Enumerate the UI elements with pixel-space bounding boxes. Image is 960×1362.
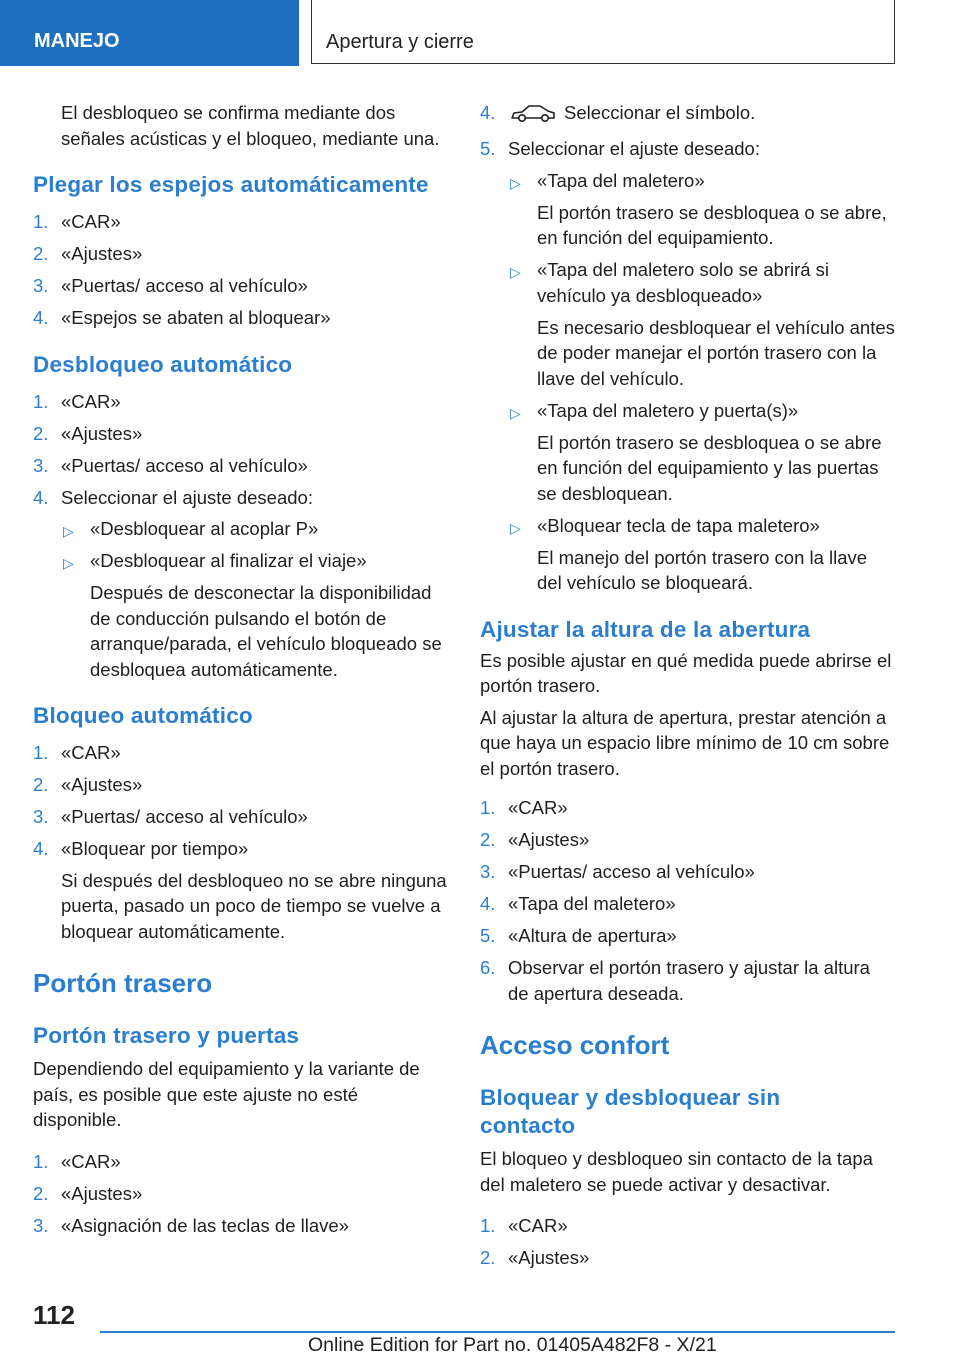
- list-item: [480, 136, 895, 596]
- option-item: [508, 257, 895, 391]
- list-item: [33, 305, 448, 331]
- step-text: «Asignación de las teclas de llave»: [61, 1214, 349, 1236]
- opening-height-steps: [480, 795, 895, 1006]
- list-item: [480, 923, 895, 949]
- step-number: 2.: [33, 422, 49, 444]
- triangle-right-icon: ▷: [510, 174, 521, 191]
- step-text: «Ajustes»: [508, 829, 590, 850]
- triangle-right-icon: ▷: [510, 404, 521, 421]
- options-list: [508, 168, 895, 596]
- section-title-auto-unlock: Desbloqueo automático: [33, 351, 293, 377]
- list-item: [33, 804, 448, 830]
- auto-lock-steps: [33, 740, 448, 944]
- opening-height-text-2: Al ajustar la altura de apertura, prestar atención a que haya un espacio libre mínimo de 10 cm sobre el portón trasero.: [480, 706, 890, 779]
- step-number: 4.: [33, 486, 49, 508]
- section-title-opening-height: Ajustar la altura de la abertura: [480, 616, 811, 642]
- step-text: Seleccionar el ajuste deseado:: [508, 138, 760, 159]
- list-item: [33, 1181, 448, 1207]
- step-text: «CAR»: [61, 1150, 121, 1172]
- option-description: El manejo del portón trasero con la llave del vehículo se bloqueará.: [537, 546, 868, 593]
- opening-height-text-1: Es posible ajustar en qué medida puede abrirse el portón trasero.: [480, 649, 892, 696]
- list-item: [480, 891, 895, 917]
- step-text: «Puertas/ acceso al vehículo»: [61, 454, 308, 476]
- step-text: Seleccionar el símbolo.: [564, 102, 756, 123]
- section-title-auto-lock: Bloqueo automático: [33, 703, 253, 728]
- list-item: [33, 1149, 448, 1175]
- step-text: «Espejos se abaten al bloquear»: [61, 307, 331, 328]
- step-text: «Ajustes»: [61, 774, 143, 795]
- step-number: 5.: [480, 925, 496, 946]
- step-text: «CAR»: [508, 797, 568, 818]
- tailgate-steps: [33, 1149, 448, 1239]
- step-number: 3.: [33, 806, 49, 827]
- step-number: 6.: [480, 957, 496, 978]
- option-item: [61, 516, 448, 542]
- list-item: [33, 453, 448, 479]
- page-number: 112: [33, 1300, 75, 1330]
- step-text: «Altura de apertura»: [508, 925, 677, 946]
- option-description: Después de desconectar la disponibilidad de conducción pulsando el botón de arranque/parada, el vehículo bloqueado se desbloquea automáticamente.: [90, 582, 442, 680]
- step-number: 3.: [33, 275, 49, 296]
- option-label: «Tapa del maletero solo se abrirá si vehículo ya desbloqueado»: [537, 259, 830, 306]
- section-title-contactless: Bloquear y desbloquear sin contacto: [480, 1085, 781, 1138]
- step-number: 1.: [33, 1150, 49, 1172]
- list-item: [480, 100, 895, 130]
- list-item: [33, 241, 448, 267]
- step-number: 2.: [480, 1247, 496, 1268]
- step-number: 2.: [33, 774, 49, 795]
- option-label: «Desbloquear al acoplar P»: [90, 518, 319, 539]
- step-text: «CAR»: [61, 742, 121, 763]
- step-number: 5.: [480, 138, 496, 159]
- edition-text: Online Edition for Part no. 01405A482F8 - X/21: [308, 1334, 717, 1356]
- step-text: «Bloquear por tiempo»: [61, 838, 249, 859]
- tailgate-text: Dependiendo del equipamiento y la variante de país, es posible que este ajuste no esté disponible.: [33, 1058, 420, 1130]
- step-number: 4.: [33, 307, 49, 328]
- list-item: [480, 795, 895, 821]
- step-number: 3.: [33, 454, 49, 476]
- list-item: [33, 209, 448, 235]
- option-description: El portón trasero se desbloquea o se abre en función del equipamiento y las puertas se desbloquean.: [537, 431, 882, 504]
- list-item: [33, 273, 448, 299]
- step-text: «Puertas/ acceso al vehículo»: [61, 806, 308, 827]
- list-item: [480, 955, 895, 1006]
- step-text: «Ajustes»: [61, 422, 143, 444]
- car-side-icon: [510, 103, 556, 130]
- mirrors-steps: [33, 209, 448, 331]
- chapter-heading-tailgate: Portón trasero: [33, 968, 213, 998]
- step-number: 2.: [33, 243, 49, 264]
- section-title-mirrors: Plegar los espejos automáticamente: [33, 172, 429, 197]
- option-label: «Tapa del maletero»: [537, 169, 705, 191]
- option-item: [508, 398, 895, 507]
- right-column: [480, 100, 895, 1277]
- step-number: 3.: [33, 1214, 49, 1236]
- option-label: «Tapa del maletero y puerta(s)»: [537, 399, 799, 421]
- step-text: «Puertas/ acceso al vehículo»: [61, 275, 308, 296]
- triangle-right-icon: ▷: [510, 264, 521, 280]
- option-description: El portón trasero se desbloquea o se abre, en función del equipamiento.: [537, 201, 887, 248]
- step-text: «Ajustes»: [61, 1182, 143, 1204]
- triangle-right-icon: ▷: [510, 519, 521, 536]
- section-title-tailgate-doors: Portón trasero y puertas: [33, 1023, 300, 1048]
- step-number: 2.: [480, 829, 496, 850]
- triangle-right-icon: ▷: [63, 523, 74, 539]
- option-item: [61, 548, 448, 682]
- step-text: «Ajustes»: [61, 243, 143, 264]
- step-text: «CAR»: [61, 211, 121, 232]
- contactless-steps: [480, 1213, 895, 1271]
- step-text: «Tapa del maletero»: [508, 893, 676, 914]
- left-column: [33, 100, 448, 1245]
- list-item: [33, 485, 448, 683]
- option-item: [508, 168, 895, 251]
- list-item: [480, 827, 895, 853]
- triangle-right-icon: ▷: [63, 555, 74, 571]
- section-tab: MANEJO: [0, 0, 299, 66]
- intro-text: El desbloqueo se confirma mediante dos señales acústicas y el bloqueo, mediante una.: [61, 102, 440, 149]
- contactless-text: El bloqueo y desbloqueo sin contacto de la tapa del maletero se puede activar y desactivar.: [480, 1148, 873, 1195]
- step-text: «Puertas/ acceso al vehículo»: [508, 861, 755, 882]
- step-number: 4.: [33, 838, 49, 859]
- list-item: [480, 859, 895, 885]
- list-item: [480, 1213, 895, 1239]
- step-text: «CAR»: [508, 1215, 568, 1236]
- step-number: 1.: [33, 742, 49, 763]
- list-item: [33, 836, 448, 944]
- option-label: «Desbloquear al finalizar el viaje»: [90, 550, 367, 571]
- step-number: 4.: [480, 893, 496, 914]
- list-item: [480, 1245, 895, 1271]
- chapter-heading-comfort-access: Acceso confort: [480, 1030, 670, 1060]
- step-text: «Ajustes»: [508, 1247, 590, 1268]
- step-description: Si después del desbloqueo no se abre ninguna puerta, pasado un poco de tiempo se vuelve a bloquear automáticamente.: [61, 869, 447, 942]
- step-number: 2.: [33, 1182, 49, 1204]
- chapter-title: Apertura y cierre: [311, 0, 895, 64]
- auto-unlock-steps: [33, 389, 448, 683]
- step-number: 1.: [33, 390, 49, 412]
- footer-divider: [100, 1331, 895, 1333]
- list-item: [33, 421, 448, 447]
- step-text: Observar el portón trasero y ajustar la altura de apertura deseada.: [508, 957, 870, 1004]
- step-number: 1.: [33, 211, 49, 232]
- step-number: 3.: [480, 861, 496, 882]
- step-number: 1.: [480, 797, 496, 818]
- list-item: [33, 389, 448, 415]
- option-description: Es necesario desbloquear el vehículo antes de poder manejar el portón trasero con la llave del vehículo.: [537, 316, 895, 389]
- step-text: Seleccionar el ajuste deseado:: [61, 486, 313, 508]
- option-item: [508, 513, 895, 596]
- list-item: [33, 740, 448, 766]
- list-item: [33, 772, 448, 798]
- option-label: «Bloquear tecla de tapa maletero»: [537, 514, 820, 536]
- step-number: 4.: [480, 102, 496, 123]
- tailgate-steps-continued: [480, 100, 895, 596]
- step-number: 1.: [480, 1215, 496, 1236]
- list-item: [33, 1213, 448, 1239]
- options-list: [61, 516, 448, 682]
- step-text: «CAR»: [61, 390, 121, 412]
